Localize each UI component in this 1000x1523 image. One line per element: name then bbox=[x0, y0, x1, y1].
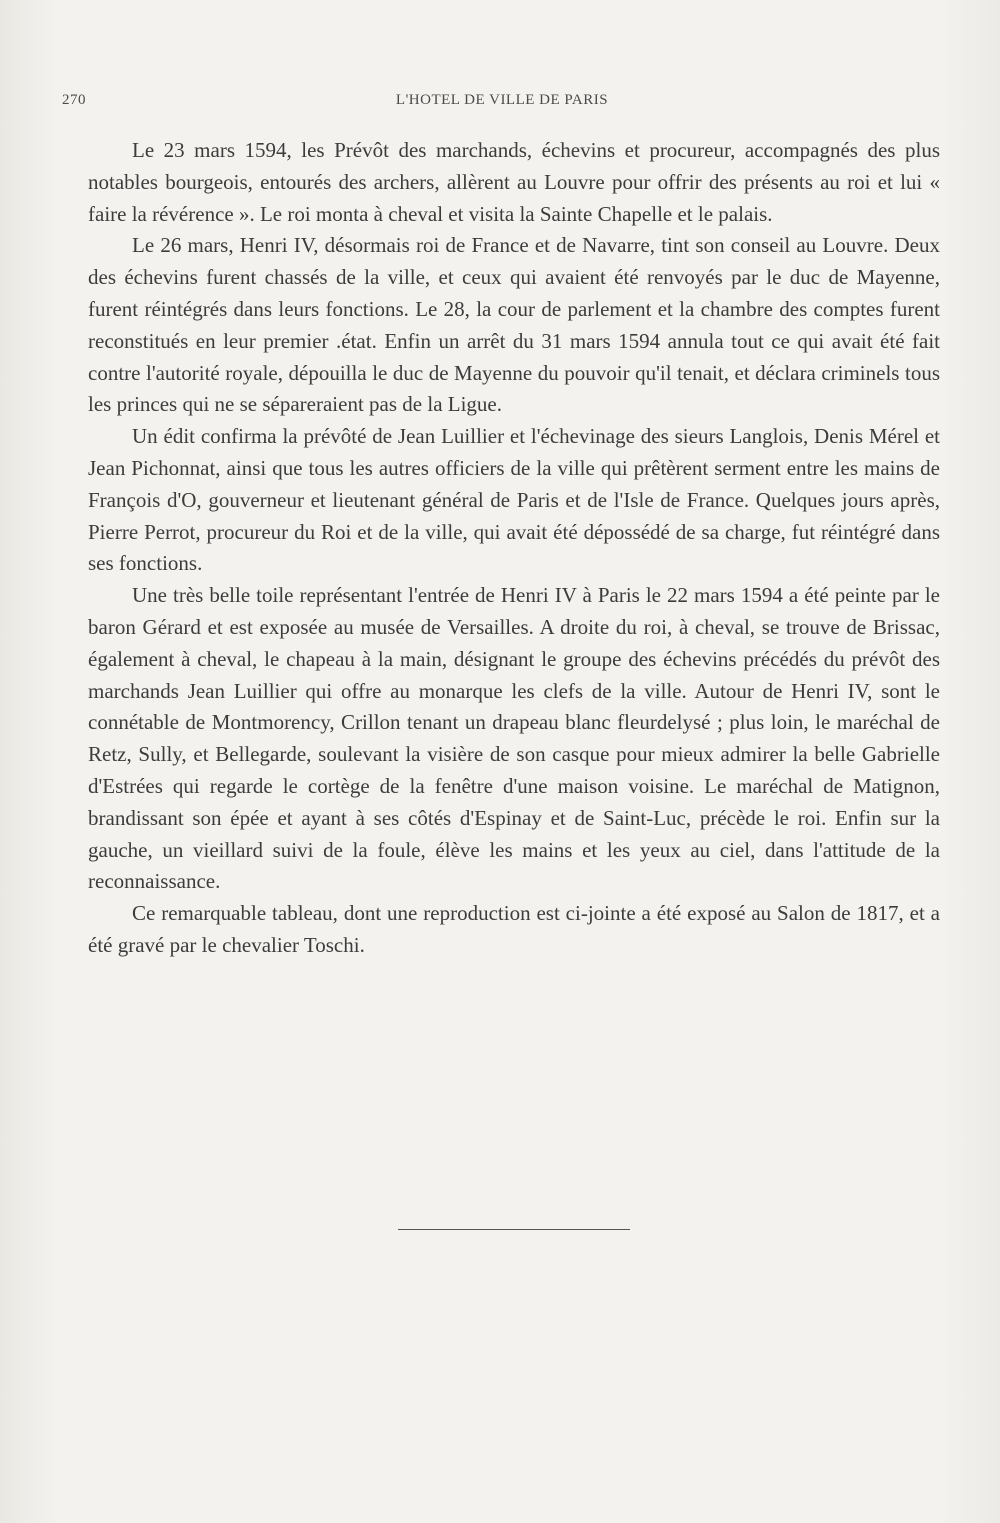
paragraph: Le 23 mars 1594, les Prévôt des marchands, échevins et procureur, accompagnés des plus notables bourgeois, entourés des archers, allèrent au Louvre pour offrir des présents au roi et lui « faire la révérence ». Le roi monta à cheval et visita la Sainte Chapelle et le palais. bbox=[88, 138, 940, 226]
paragraph: Un édit confirma la prévôté de Jean Luillier et l'échevinage des sieurs Langlois, Denis Mérel et Jean Pichonnat, ainsi que tous les autres officiers de la ville qui prêtèrent serment entre les mains de François d'O, gouverneur et lieutenant général de Paris et de l'Isle de France. Quelques jours après, Pierre Perrot, procureur du Roi et de la ville, qui avait été dépossédé de sa charge, fut réintégré dans ses fonctions. bbox=[88, 424, 940, 576]
running-head bbox=[62, 92, 942, 116]
page-number: 270 bbox=[62, 92, 86, 108]
section-end-rule bbox=[398, 1229, 630, 1230]
paragraph: Ce remarquable tableau, dont une reproduction est ci-jointe a été exposé au Salon de 1817, et a été gravé par le chevalier Toschi. bbox=[88, 901, 940, 957]
body-text bbox=[88, 135, 940, 962]
paragraph: Une très belle toile représentant l'entrée de Henri IV à Paris le 22 mars 1594 a été peinte par le baron Gérard et est exposée au musée de Versailles. A droite du roi, à cheval, se trouve de Brissac, également à cheval, le chapeau à la main, désignant le groupe des échevins précédés du prévôt des marchands Jean Luillier qui offre au monarque les clefs de la ville. Autour de Henri IV, sont le connétable de Montmorency, Crillon tenant un drapeau blanc fleurdelysé ; plus loin, le maréchal de Retz, Sully, et Bellegarde, soulevant la visière de son casque pour mieux admirer la belle Gabrielle d'Estrées qui regarde le cortège de la fenêtre d'une maison voisine. Le maréchal de Matignon, brandissant son épée et ayant à ses côtés d'Espinay et de Saint-Luc, précède le roi. Enfin sur la gauche, un vieillard suivi de la foule, élève les mains et les yeux au ciel, dans l'attitude de la reconnaissance. bbox=[88, 583, 940, 894]
running-title: L'HOTEL DE VILLE DE PARIS bbox=[395, 92, 609, 108]
paragraph: Le 26 mars, Henri IV, désormais roi de France et de Navarre, tint son conseil au Louvre. Deux des échevins furent chassés de la ville, et ceux qui avaient été renvoyés par le duc de Mayenne, furent réintégrés dans leurs fonctions. Le 28, la cour de parlement et la chambre des comptes furent reconstitués en leur premier .état. Enfin un arrêt du 31 mars 1594 annula tout ce qui avait été fait contre l'autorité royale, dépouilla le duc de Mayenne du pouvoir qu'il tenait, et déclara criminels tous les princes qui ne se sépareraient pas de la Ligue. bbox=[88, 233, 940, 417]
